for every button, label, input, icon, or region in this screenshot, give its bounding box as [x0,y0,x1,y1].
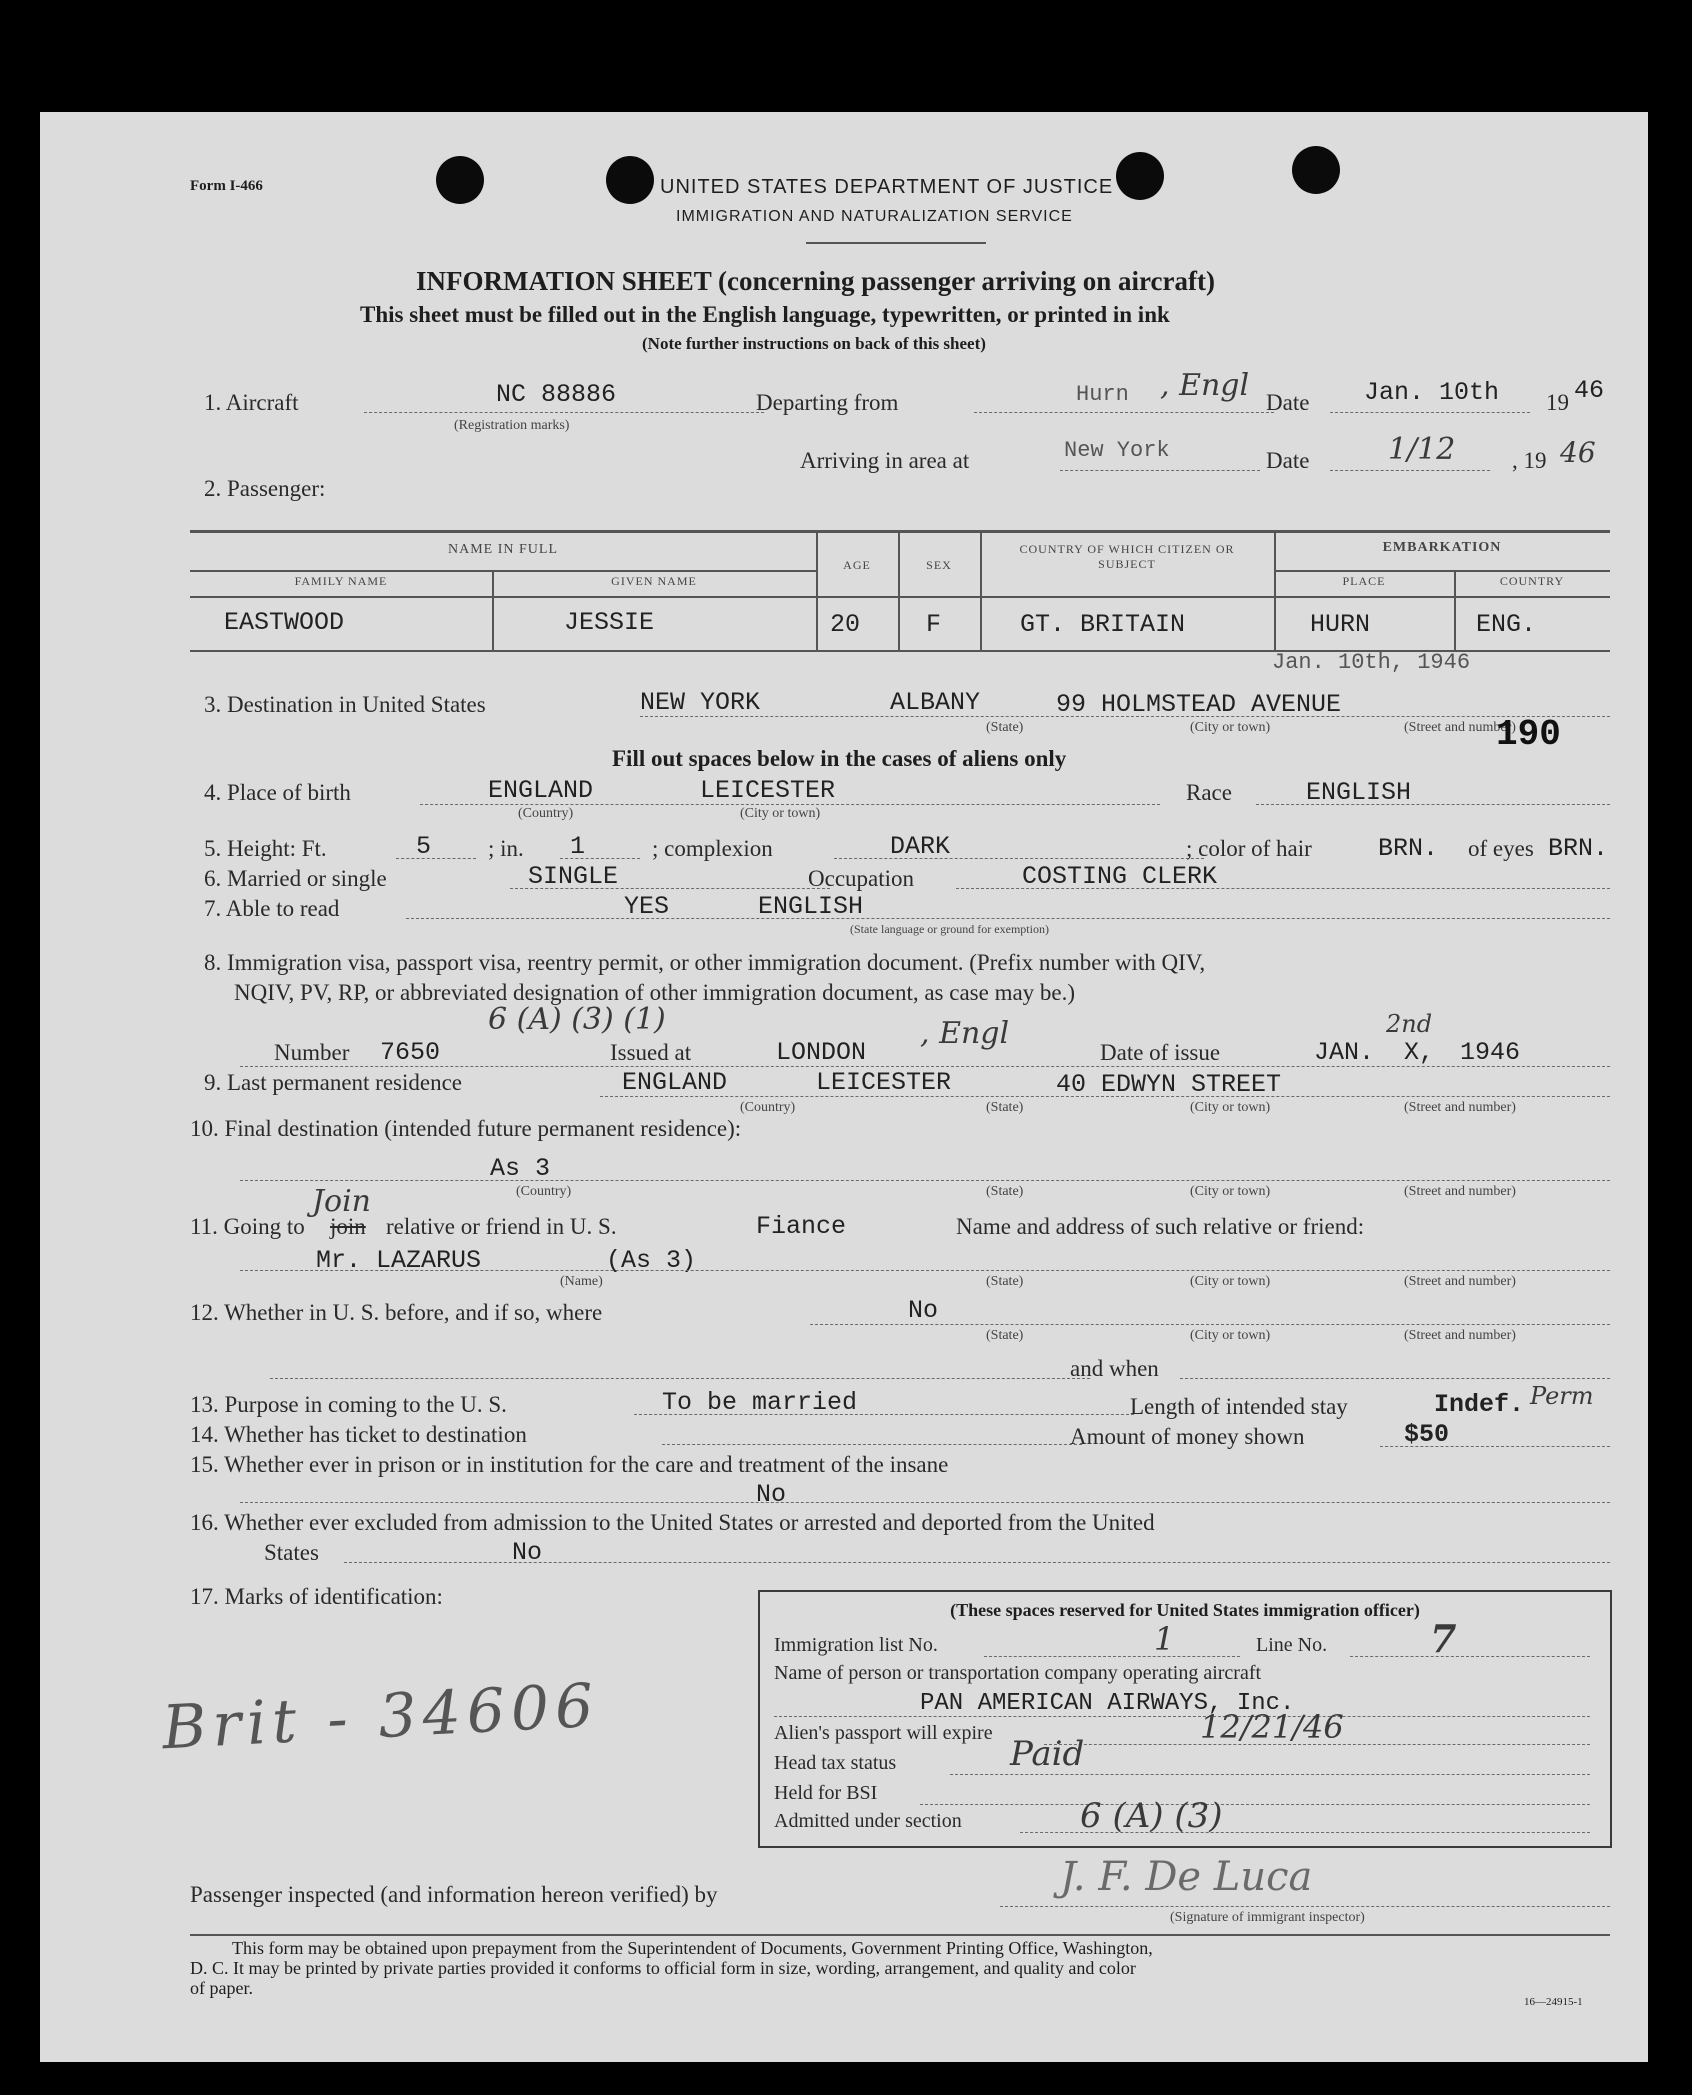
occupation-value: COSTING CLERK [1022,862,1218,891]
document-class-handwriting: 6 (A) (3) (1) [488,1002,666,1037]
head-tax-label: Head tax status [774,1752,897,1774]
table-top-rule [190,530,1610,533]
departure-date: Jan. 10th [1364,378,1500,407]
footer-rule [190,1934,1610,1936]
read-label: 7. Able to read [204,896,340,921]
final-street-caption: (Street and number) [1404,1184,1516,1199]
height-label: 5. Height: Ft. [204,836,327,861]
residence-label: 9. Last permanent residence [204,1070,462,1095]
prison-value: No [756,1480,787,1509]
and-when-label: and when [1070,1356,1159,1381]
line-no-label: Line No. [1256,1634,1328,1656]
age-value: 20 [830,610,861,639]
departure-date-label: Date [1266,390,1310,415]
aliens-heading: Fill out spaces below in the cases of aliens only [612,746,1067,771]
service-name: IMMIGRATION AND NATURALIZATION SERVICE [676,208,1073,225]
complexion-value: DARK [890,832,951,861]
page-title: INFORMATION SHEET (concerning passenger arriving on aircraft) [416,266,1215,296]
birth-city: LEICESTER [700,776,836,805]
relative-address: (As 3) [606,1246,697,1275]
relative-handwriting: Join [312,1184,372,1219]
relative-name: Mr. LAZARUS [316,1246,482,1275]
birth-country: ENGLAND [488,776,594,805]
city-caption: (City or town) [1190,720,1271,735]
excluded-label-line1: 16. Whether ever excluded from admission to the United States or arrested and deported from the United [190,1510,1155,1535]
doc-number-label: Number [274,1040,350,1065]
list-no-value: 1 [1154,1620,1175,1658]
bsi-label: Held for BSI [774,1782,878,1804]
stay-value: Indef. [1434,1390,1525,1419]
family-name-value: EASTWOOD [224,608,345,637]
punch-hole [436,156,484,204]
eyes-label: of eyes [1468,836,1534,861]
relative-state-caption: (State) [986,1274,1024,1289]
header-emb-country: COUNTRY [1499,574,1565,588]
document-label-line2: NQIV, PV, RP, or abbreviated designation of other immigration document, as case may be.) [234,980,1076,1005]
footer-line2: D. C. It may be printed by private parties provided it conforms to official form in size, wording, arrangement, and quality and color [190,1958,1136,1978]
given-name-value: JESSIE [564,608,655,637]
prior-visit-value: No [908,1296,939,1325]
footer-code: 16—24915-1 [1524,1996,1583,2008]
document-label-line1: 8. Immigration visa, passport visa, reentry permit, or other immigration document. (Prefix number with QIV, [204,950,1206,975]
sex-value: F [926,610,942,639]
marital-value: SINGLE [528,862,619,891]
passport-expiry-value: 12/21/46 [1200,1708,1344,1746]
residence-state-caption: (State) [986,1100,1024,1115]
birth-country-caption: (Country) [518,806,574,821]
issue-date-month: JAN. [1314,1038,1375,1067]
edge-mark [178,150,182,154]
issue-date-year: 1946 [1460,1038,1521,1067]
destination-street: 99 HOLMSTEAD AVENUE [1056,690,1342,719]
header-sex: SEX [926,558,952,572]
prior-visit-label: 12. Whether in U. S. before, and if so, where [190,1300,603,1325]
doc-number-value: 7650 [380,1038,441,1067]
prior-street-caption: (Street and number) [1404,1328,1516,1343]
head-tax-value: Paid [1010,1734,1085,1774]
passport-expiry-label: Alien's passport will expire [774,1722,993,1744]
excluded-label-line2: States [264,1540,319,1565]
inspection-label: Passenger inspected (and information hereon verified) by [190,1882,718,1907]
residence-street: 40 EDWYN STREET [1056,1070,1282,1099]
money-label: Amount of money shown [1070,1424,1305,1449]
destination-stamp: 190 [1496,714,1561,755]
page-note: (Note further instructions on back of this sheet) [642,334,986,353]
signature-caption: (Signature of immigrant inspector) [1170,1910,1365,1925]
aircraft-label: 1. Aircraft [204,390,299,415]
final-destination-value: As 3 [490,1154,551,1183]
residence-city-caption: (City or town) [1190,1100,1271,1115]
birthplace-label: 4. Place of birth [204,780,351,805]
read-value: YES [624,892,670,921]
department-name: UNITED STATES DEPARTMENT OF JUSTICE [660,176,1114,198]
relative-street-caption: (Street and number) [1404,1274,1516,1289]
purpose-label: 13. Purpose in coming to the U. S. [190,1392,507,1417]
list-no-label: Immigration list No. [774,1634,938,1656]
final-destination-label: 10. Final destination (intended future permanent residence): [190,1116,742,1141]
header-family-name: FAMILY NAME [294,574,388,588]
year-prefix: 19 [1546,390,1569,415]
arrival-date-label: Date [1266,448,1310,473]
relative-name-caption: (Name) [560,1274,603,1289]
residence-country-caption: (Country) [740,1100,796,1115]
header-name-in-full: NAME IN FULL [448,542,558,557]
arrival-year-prefix: , 19 [1512,448,1547,473]
passenger-label: 2. Passenger: [204,476,326,501]
punch-hole [1116,152,1164,200]
destination-state: NEW YORK [640,688,761,717]
issue-date-day: X, [1404,1038,1435,1067]
section-value: 6 (A) (3) [1080,1796,1223,1836]
race-label: Race [1186,780,1232,805]
relation-value: Fiance [756,1212,847,1241]
embark-date: Jan. 10th, 1946 [1272,650,1471,675]
inspector-signature: J. F. De Luca [1060,1854,1313,1900]
footer-line3: of paper. [190,1978,253,1998]
height-feet: 5 [416,832,432,861]
issue-date-label: Date of issue [1100,1040,1221,1065]
punch-hole [1292,146,1340,194]
residence-street-caption: (Street and number) [1404,1100,1516,1115]
edge-mark [84,156,88,160]
final-country-caption: (Country) [516,1184,572,1199]
punch-hole [606,156,654,204]
residence-state: LEICESTER [816,1068,952,1097]
edge-mark [178,172,182,176]
identification-handwriting: Brit - 34606 [160,1670,601,1764]
issue-date-handwriting: 2nd [1386,1010,1433,1038]
header-country-citizen: COUNTRY OF WHICH CITIZEN OR SUBJECT [1019,542,1235,571]
issued-handwriting: , Engl [920,1016,1010,1051]
relative-city-caption: (City or town) [1190,1274,1271,1289]
header-given-name: GIVEN NAME [611,574,697,588]
issued-value: LONDON [776,1038,867,1067]
excluded-value: No [512,1538,543,1567]
residence-country: ENGLAND [622,1068,728,1097]
line-no-value: 7 [1430,1616,1457,1661]
inches-label: ; in. [488,836,524,861]
citizen-value: GT. BRITAIN [1020,610,1186,639]
occupation-label: Occupation [808,866,915,891]
officer-box-header: (These spaces reserved for United States immigration officer) [950,1600,1420,1620]
embark-country-value: ENG. [1476,610,1537,639]
arrival-year: 46 [1560,436,1596,469]
company-label: Name of person or transportation company operating aircraft [774,1662,1262,1684]
arriving-label: Arriving in area at [800,448,970,473]
arrival-date: 1/12 [1388,432,1456,467]
prison-label: 15. Whether ever in prison or in institution for the care and treatment of the insane [190,1452,949,1477]
stay-label: Length of intended stay [1130,1394,1348,1419]
ticket-label: 14. Whether has ticket to destination [190,1422,527,1447]
header-age: AGE [843,558,871,572]
relative-address-label: Name and address of such relative or friend: [956,1214,1365,1239]
section-label: Admitted under section [774,1810,962,1832]
eyes-value: BRN. [1548,834,1609,863]
departing-label: Departing from [756,390,899,415]
registration-caption: (Registration marks) [454,418,570,433]
identification-label: 17. Marks of identification: [190,1584,443,1609]
aircraft-value: NC 88886 [496,380,617,409]
street-caption: (Street and number) [1404,720,1516,735]
departing-value: Hurn [1076,382,1129,407]
departing-handwriting: , Engl [1160,368,1250,403]
stay-handwriting: Perm [1530,1382,1594,1410]
page-subtitle: This sheet must be filled out in the English language, typewritten, or printed in ink [360,302,1170,327]
height-inches: 1 [570,832,586,861]
footer-line1: This form may be obtained upon prepayment from the Superintendent of Documents, Government Printing Office, Washington, [232,1938,1153,1958]
header-embarkation: EMBARKATION [1382,540,1502,555]
marital-label: 6. Married or single [204,866,387,891]
prior-state-caption: (State) [986,1328,1024,1343]
destination-label: 3. Destination in United States [204,692,486,717]
destination-city: ALBANY [890,688,981,717]
relative-label-c: relative or friend in U. S. [386,1214,617,1239]
departure-year: 46 [1574,376,1605,405]
state-caption: (State) [986,720,1024,735]
arriving-value: New York [1064,438,1170,463]
final-state-caption: (State) [986,1184,1024,1199]
header-rule [806,242,986,244]
birth-city-caption: (City or town) [740,806,821,821]
edge-mark [84,176,88,180]
read-caption: (State language or ground for exemption) [850,922,1049,936]
relative-label-a: 11. Going to [190,1214,305,1239]
company-value: PAN AMERICAN AIRWAYS, Inc. [920,1690,1295,1717]
header-place: PLACE [1342,574,1386,588]
hair-label: ; color of hair [1186,836,1312,861]
issued-label: Issued at [610,1040,692,1065]
form-sheet [40,112,1648,2062]
form-number: Form I-466 [190,178,263,194]
relative-label-struck: join [330,1214,366,1239]
hair-value: BRN. [1378,834,1439,863]
read-language: ENGLISH [758,892,864,921]
money-value: $50 [1404,1420,1450,1449]
complexion-label: ; complexion [652,836,773,861]
prior-city-caption: (City or town) [1190,1328,1271,1343]
purpose-value: To be married [662,1388,858,1417]
final-city-caption: (City or town) [1190,1184,1271,1199]
embark-place-value: HURN [1310,610,1371,639]
race-value: ENGLISH [1306,778,1412,807]
